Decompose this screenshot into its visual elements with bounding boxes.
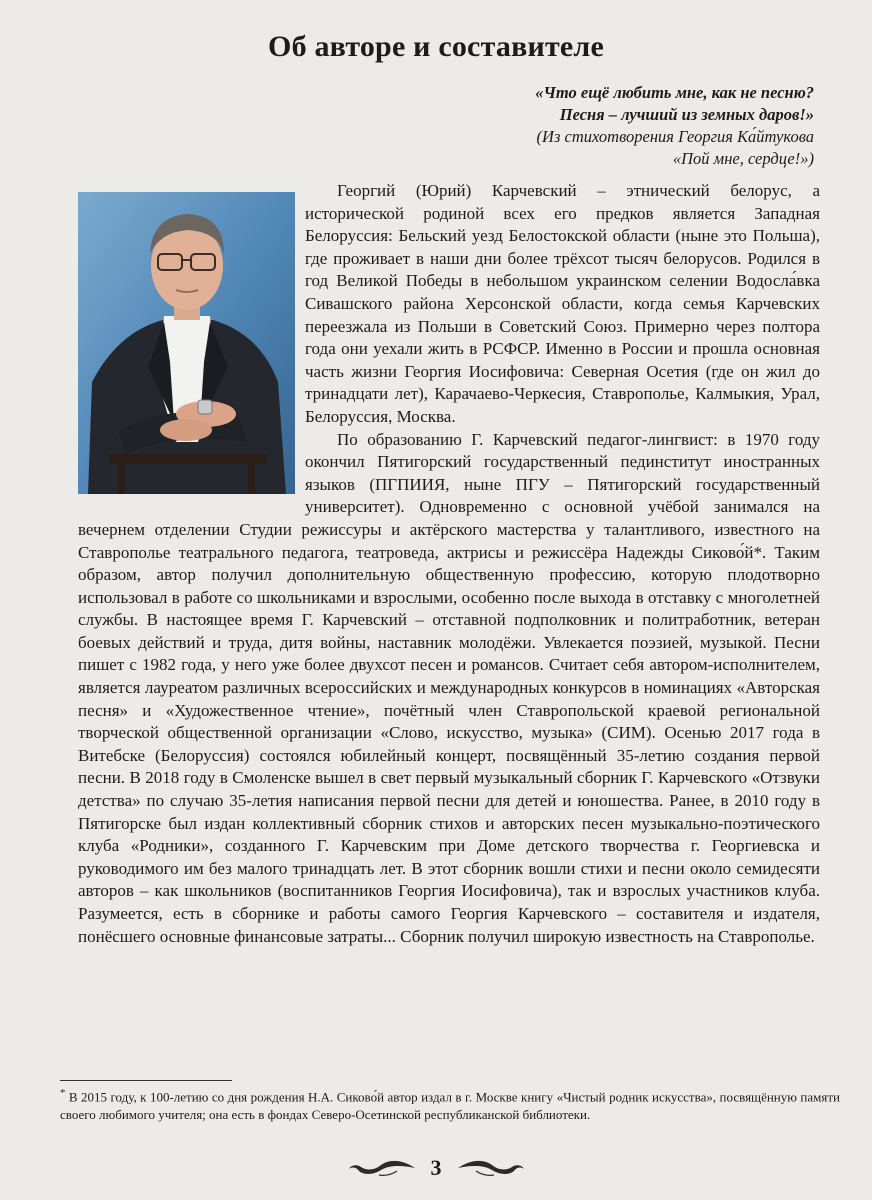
page-number: 3	[430, 1155, 442, 1180]
footnote-text: В 2015 году, к 100-летию со дня рождения Н.А. Сиково́й автор издал в г. Москве книгу «Чистый родник искусства», посвящённую памяти своего любимого учителя; она есть в фондах Северо-Осетинской республиканской библиотеки.	[60, 1089, 840, 1122]
right-ornament-icon	[456, 1157, 526, 1179]
epigraph-line-2: Песня – лучший из земных даров!»	[559, 105, 814, 124]
author-portrait	[78, 192, 295, 494]
footnote	[60, 1085, 840, 1123]
portrait-illustration	[78, 192, 295, 494]
paragraph-2: По образованию Г. Карчевский педагог-лингвист: в 1970 году окончил Пятигорский государственный пединститут иностранных языков (ПГПИИЯ, ныне ПГУ – Пятигорский государственный университет). Одновременно с основной учёбой занимался на вечернем отделении Студии режиссуры и актёрского мастерства у талантливого, известного на Ставрополье театрального педагога, театроведа, актрисы и режиссёра Надежды Сиково́й*. Таким образом, автор получил дополнительную общественную профессию, которую плодотворно использовал в работе со школьниками и взрослыми, особенно после выхода в отставку с многолетней службы. В настоящее время Г. Карчевский – отставной подполковник и политработник, ветеран боевых действий и труда, дитя войны, наставник молодёжи. Увлекается поэзией, музыкой. Песни пишет с 1982 года, у него уже более двухсот песен и романсов. Считает себя автором-исполнителем, является лауреатом различных всероссийских и международных конкурсов в номинациях «Авторская песня» и «Художественное чтение», почётный член Ставропольской краевой региональной творческой общественной организации «Слово, искусство, музыка» (СИМ). Осенью 2017 года в Витебске (Белоруссия) состоялся юбилейный концерт, посвящённый 35-летию создания первой песни. В 2018 году в Смоленске вышел в свет первый музыкальный сборник Г. Карчевского «Отзвуки детства» по случаю 35-летия написания первой песни для детей и юношества. Ранее, в 2010 году в Пятигорске был издан коллективный сборник стихов и авторских песен музыкально-поэтического клуба «Родники», созданного Г. Карчевским при Доме детского творчества г. Георгиевска и руководимого им без малого тринадцать лет. В этот сборник вошли стихи и песни около семидесяти авторов – как школьников (воспитанников Георгия Иосифовича), так и взрослых участников клуба. Разумеется, есть в сборнике и работы самого Георгия Карчевского – составителя и издателя, понёсшего основные финансовые затраты... Сборник получил широкую известность на Ставрополье.	[78, 429, 820, 946]
paragraph-1: Георгий (Юрий) Карчевский – этнический белорус, а исторической родиной всех его предков является Западная Белоруссия: Бельский уезд Белостокской области (ныне это Польша), где проживает в наши дни более трёхсот тысяч белорусов. Родился в год Великой Победы в небольшом украинском селении Водосла́вка Сивашского района Херсонской области, когда семья Карчевских переезжала из Польши в Советский Союз. Примерно через полтора года они уехали жить в РСФСР. Именно в России и прошла основная часть жизни Георгия Иосифовича: Северная Осетия (где он жил до тринадцати лет), Карачаево-Черкесия, Ставрополье, Калмыкия, Урал, Белоруссия, Москва.	[305, 181, 820, 426]
left-ornament-icon	[347, 1157, 417, 1179]
epigraph-source-2: «Пой мне, сердце!»)	[672, 149, 814, 168]
footnote-divider	[60, 1080, 232, 1081]
footnote-mark: *	[60, 1087, 66, 1099]
epigraph-source-1: (Из стихотворения Георгия Ка́йтукова	[536, 127, 814, 146]
epigraph	[394, 82, 814, 170]
page-footer	[0, 1148, 872, 1188]
epigraph-line-1: «Что ещё любить мне, как не песню?	[535, 83, 814, 102]
page-title: Об авторе и составителе	[268, 30, 604, 63]
